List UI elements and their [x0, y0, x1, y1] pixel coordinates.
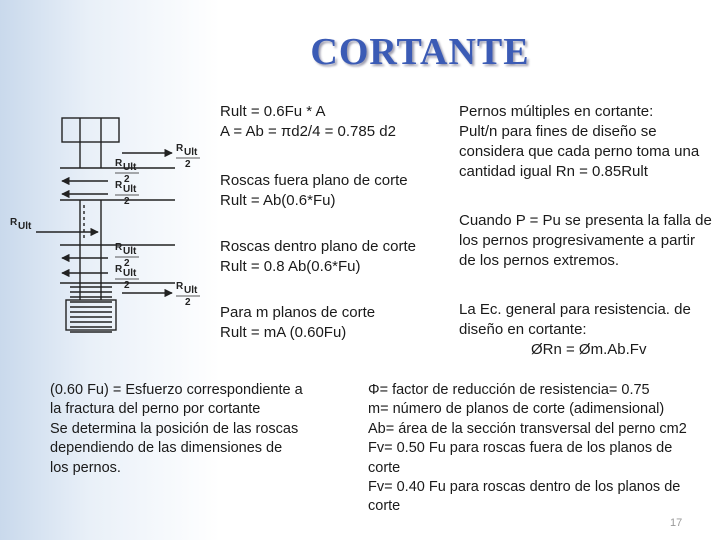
label-rult-2-e [115, 264, 139, 291]
svg-text:Ult: Ult [123, 268, 137, 279]
general-design-equation [459, 300, 691, 360]
text-line: corte [368, 459, 401, 476]
text-line: Cuando P = Pu se presenta la falla de [459, 212, 712, 229]
text-line: (0.60 Fu) = Esfuerzo correspondiente a [50, 382, 303, 398]
threaded-nut [66, 283, 116, 332]
text-line: Rult = mA (0.60Fu) [220, 324, 347, 341]
text-line: Fv= 0.40 Fu para roscas dentro de los planos de [368, 479, 681, 496]
svg-text:Ult: Ult [184, 285, 198, 296]
label-rult-left [10, 217, 32, 232]
svg-text:Ult: Ult [184, 147, 198, 158]
threads-outside-shear-plane [220, 171, 408, 211]
text-line: los pernos. [50, 459, 121, 476]
label-rult-2-a [176, 143, 200, 170]
text-line: m= número de planos de corte (adimensional) [368, 401, 665, 418]
svg-text:2: 2 [124, 174, 130, 185]
text-line: Pult/n para fines de diseño se [459, 123, 657, 140]
bolt-head-top [62, 118, 119, 142]
text-line: Φ= factor de reducción de resistencia= 0.75 [368, 382, 650, 398]
text-line: Roscas dentro plano de corte [220, 238, 416, 255]
svg-text:R: R [115, 264, 123, 275]
svg-text:2: 2 [185, 297, 191, 308]
svg-text:2: 2 [124, 258, 130, 269]
svg-text:R: R [115, 180, 123, 191]
svg-text:2: 2 [124, 196, 130, 207]
m-shear-planes [220, 303, 375, 343]
svg-text:Ult: Ult [123, 246, 137, 257]
design-equation: ØRn = Øm.Ab.Fv [531, 341, 647, 358]
fu-stress-notes [50, 381, 303, 478]
text-line: Fv= 0.50 Fu para roscas fuera de los planos de [368, 440, 673, 457]
text-line: Rult = Ab(0.6*Fu) [220, 192, 336, 209]
text-line: dependiendo de las dimensiones de [50, 440, 283, 457]
text-line: Rult = 0.8 Ab(0.6*Fu) [220, 258, 361, 275]
text-line: Para m planos de corte [220, 304, 376, 321]
text-line: Ab= área de la sección transversal del perno cm2 [368, 420, 687, 437]
svg-text:Ult: Ult [18, 221, 32, 232]
text-line: cantidad igual Rn = 0.85Rult [459, 163, 648, 180]
svg-text:2: 2 [124, 280, 130, 291]
text-line: de los pernos extremos. [459, 252, 620, 269]
text-line: La Ec. general para resistencia. de [459, 301, 691, 318]
svg-text:R: R [10, 217, 18, 228]
svg-text:Ult: Ult [123, 162, 137, 173]
rult-formula [220, 102, 396, 142]
multiple-bolts-shear [459, 102, 699, 182]
text-line: Se determina la posición de las roscas [50, 420, 299, 437]
text-line: Pernos múltiples en cortante: [459, 103, 654, 120]
page-number: 17 [670, 517, 683, 529]
svg-text:R: R [176, 281, 184, 292]
svg-text:R: R [115, 242, 123, 253]
svg-text:2: 2 [185, 159, 191, 170]
text-line: la fractura del perno por cortante [50, 401, 261, 418]
progressive-failure-note [459, 211, 712, 271]
bolt-shear-diagram [0, 0, 220, 360]
slide-title: CORTANTE [310, 31, 530, 73]
variable-definitions [368, 381, 687, 517]
text-line: considera que cada perno toma una [459, 143, 700, 160]
label-rult-2-f [176, 281, 200, 308]
svg-text:R: R [176, 143, 184, 154]
text-line: los pernos progresivamente a partir [459, 232, 695, 249]
svg-text:R: R [115, 158, 123, 169]
formula-line: Rult = 0.6Fu * A [220, 103, 326, 120]
text-line: corte [368, 498, 401, 515]
label-rult-2-c [115, 180, 139, 207]
text-line: Roscas fuera plano de corte [220, 172, 408, 189]
formula-line: A = Ab = πd2/4 = 0.785 d2 [220, 123, 396, 140]
svg-text:Ult: Ult [123, 184, 137, 195]
text-line: diseño en cortante: [459, 321, 587, 338]
threads-inside-shear-plane [220, 237, 416, 277]
